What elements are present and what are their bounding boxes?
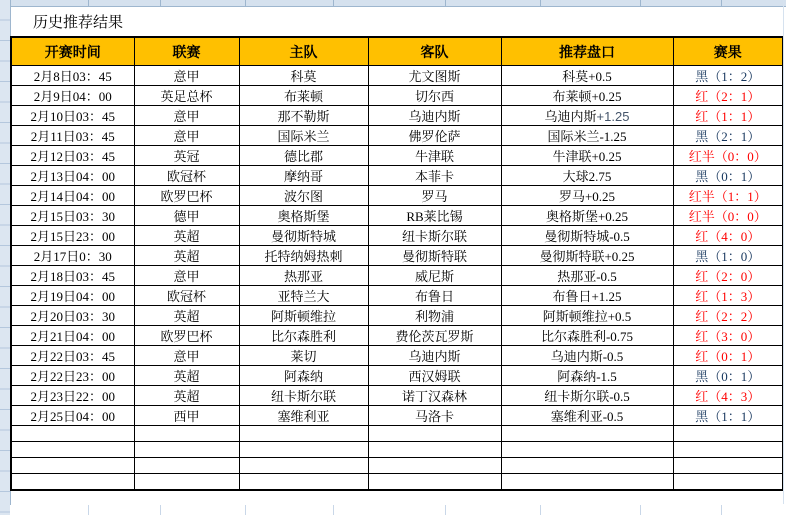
cell-result[interactable]: 红（0：1） bbox=[673, 346, 783, 366]
table-row bbox=[11, 166, 783, 186]
cell-away[interactable]: 本菲卡 bbox=[368, 166, 501, 186]
column-header-start-time[interactable]: 开赛时间 bbox=[11, 37, 134, 66]
cell-league[interactable]: 意甲 bbox=[134, 266, 239, 286]
cell-home[interactable]: 热那亚 bbox=[239, 266, 368, 286]
column-header-league[interactable]: 联赛 bbox=[134, 37, 239, 66]
sheet-gridline-vertical bbox=[245, 0, 246, 6]
table-row bbox=[11, 226, 783, 246]
cell-league[interactable]: 英超 bbox=[134, 226, 239, 246]
cell-empty[interactable] bbox=[134, 458, 239, 474]
sheet-gridline-vertical bbox=[445, 505, 446, 515]
cell-time[interactable]: 2月21日04：00 bbox=[11, 326, 134, 346]
cell-empty[interactable] bbox=[368, 474, 501, 491]
results-table-header bbox=[11, 37, 783, 66]
cell-away[interactable]: 纽卡斯尔联 bbox=[368, 226, 501, 246]
handicap-accent: +1.25 bbox=[596, 109, 630, 124]
cell-result[interactable]: 红（1：1） bbox=[673, 106, 783, 126]
sheet-gridline-vertical bbox=[160, 0, 161, 6]
cell-result[interactable]: 黑（1：0） bbox=[673, 246, 783, 266]
cell-handicap[interactable]: 牛津联+0.25 bbox=[501, 146, 673, 166]
sheet-gridline-vertical bbox=[88, 0, 89, 6]
cell-empty[interactable] bbox=[11, 426, 134, 442]
cell-away[interactable]: 尤文图斯 bbox=[368, 66, 501, 86]
cell-time[interactable]: 2月20日03：30 bbox=[11, 306, 134, 326]
cell-empty[interactable] bbox=[239, 474, 368, 491]
cell-away[interactable]: 诺丁汉森林 bbox=[368, 386, 501, 406]
cell-away[interactable]: 曼彻斯特联 bbox=[368, 246, 501, 266]
cell-handicap[interactable]: 曼彻斯特联+0.25 bbox=[501, 246, 673, 266]
cell-empty[interactable] bbox=[673, 458, 783, 474]
table-row bbox=[11, 406, 783, 426]
table-row bbox=[11, 326, 783, 346]
cell-home[interactable]: 波尔图 bbox=[239, 186, 368, 206]
table-row-empty bbox=[11, 474, 783, 491]
table-row bbox=[11, 86, 783, 106]
cell-result[interactable]: 红（2：1） bbox=[673, 86, 783, 106]
sheet-gridline-vertical bbox=[721, 505, 722, 515]
cell-league[interactable]: 德甲 bbox=[134, 206, 239, 226]
cell-time[interactable]: 2月15日03：30 bbox=[11, 206, 134, 226]
cell-time[interactable]: 2月17日0：30 bbox=[11, 246, 134, 266]
sheet-gridline-vertical bbox=[445, 0, 446, 6]
column-header-result[interactable]: 赛果 bbox=[673, 37, 783, 66]
cell-handicap[interactable]: 布莱顿+0.25 bbox=[501, 86, 673, 106]
cell-away[interactable]: 费伦茨瓦罗斯 bbox=[368, 326, 501, 346]
cell-handicap[interactable]: 比尔森胜利-0.75 bbox=[501, 326, 673, 346]
cell-empty[interactable] bbox=[368, 426, 501, 442]
cell-handicap[interactable]: 阿斯顿维拉+0.5 bbox=[501, 306, 673, 326]
cell-empty[interactable] bbox=[368, 458, 501, 474]
cell-handicap[interactable]: 罗马+0.25 bbox=[501, 186, 673, 206]
cell-home[interactable]: 奥格斯堡 bbox=[239, 206, 368, 226]
cell-handicap[interactable]: 布鲁日+1.25 bbox=[501, 286, 673, 306]
cell-away[interactable]: 罗马 bbox=[368, 186, 501, 206]
table-row-empty bbox=[11, 442, 783, 458]
cell-empty[interactable] bbox=[673, 442, 783, 458]
cell-handicap[interactable]: 乌迪内斯+1.25 bbox=[501, 106, 673, 126]
cell-home[interactable]: 那不勒斯 bbox=[239, 106, 368, 126]
sheet-gridline-vertical bbox=[783, 0, 784, 504]
cell-result[interactable]: 黑（0：1） bbox=[673, 366, 783, 386]
cell-handicap[interactable]: 奥格斯堡+0.25 bbox=[501, 206, 673, 226]
cell-empty[interactable] bbox=[501, 442, 673, 458]
cell-empty[interactable] bbox=[673, 474, 783, 491]
sheet-area-below-table bbox=[10, 505, 786, 515]
cell-home[interactable]: 纽卡斯尔联 bbox=[239, 386, 368, 406]
cell-time[interactable]: 2月13日04：00 bbox=[11, 166, 134, 186]
cell-league[interactable]: 意甲 bbox=[134, 66, 239, 86]
cell-home[interactable]: 德比郡 bbox=[239, 146, 368, 166]
cell-empty[interactable] bbox=[11, 442, 134, 458]
cell-result[interactable]: 红半（1：1） bbox=[673, 186, 783, 206]
cell-league[interactable]: 欧冠杯 bbox=[134, 286, 239, 306]
cell-empty[interactable] bbox=[11, 458, 134, 474]
cell-result[interactable]: 红半（0：0） bbox=[673, 146, 783, 166]
cell-home[interactable]: 托特纳姆热刺 bbox=[239, 246, 368, 266]
cell-league[interactable]: 意甲 bbox=[134, 106, 239, 126]
cell-league[interactable]: 英足总杯 bbox=[134, 86, 239, 106]
column-header-home-team[interactable]: 主队 bbox=[239, 37, 368, 66]
sheet-title: 历史推荐结果 bbox=[33, 15, 124, 31]
cell-away[interactable]: 乌迪内斯 bbox=[368, 106, 501, 126]
cell-empty[interactable] bbox=[134, 442, 239, 458]
table-row bbox=[11, 286, 783, 306]
cell-empty[interactable] bbox=[501, 426, 673, 442]
cell-handicap[interactable]: 曼彻斯特城-0.5 bbox=[501, 226, 673, 246]
column-header-recommended-handicap[interactable]: 推荐盘口 bbox=[501, 37, 673, 66]
cell-league[interactable]: 西甲 bbox=[134, 406, 239, 426]
table-row bbox=[11, 306, 783, 326]
cell-result[interactable]: 红（2：0） bbox=[673, 266, 783, 286]
cell-empty[interactable] bbox=[239, 442, 368, 458]
cell-away[interactable]: 布鲁日 bbox=[368, 286, 501, 306]
cell-result[interactable]: 红（3：0） bbox=[673, 326, 783, 346]
cell-empty[interactable] bbox=[673, 426, 783, 442]
cell-time[interactable]: 2月25日04：00 bbox=[11, 406, 134, 426]
cell-home[interactable]: 科莫 bbox=[239, 66, 368, 86]
sheet-gridline-vertical bbox=[245, 505, 246, 515]
cell-league[interactable]: 英超 bbox=[134, 366, 239, 386]
cell-result[interactable]: 黑（0：1） bbox=[673, 166, 783, 186]
cell-time[interactable]: 2月22日03：45 bbox=[11, 346, 134, 366]
cell-home[interactable]: 国际米兰 bbox=[239, 126, 368, 146]
cell-away[interactable]: 马洛卡 bbox=[368, 406, 501, 426]
results-table bbox=[10, 36, 784, 491]
cell-handicap[interactable]: 乌迪内斯-0.5 bbox=[501, 346, 673, 366]
cell-empty[interactable] bbox=[134, 474, 239, 491]
cell-handicap[interactable]: 塞维利亚-0.5 bbox=[501, 406, 673, 426]
table-row bbox=[11, 186, 783, 206]
column-headers-strip[interactable] bbox=[10, 0, 786, 7]
cell-home[interactable]: 曼彻斯特城 bbox=[239, 226, 368, 246]
cell-result[interactable]: 红（4：3） bbox=[673, 386, 783, 406]
cell-home[interactable]: 比尔森胜利 bbox=[239, 326, 368, 346]
cell-away[interactable]: 利物浦 bbox=[368, 306, 501, 326]
cell-time[interactable]: 2月23日22：00 bbox=[11, 386, 134, 406]
cell-result[interactable]: 黑（1：2） bbox=[673, 66, 783, 86]
cell-time[interactable]: 2月12日03：45 bbox=[11, 146, 134, 166]
table-row bbox=[11, 106, 783, 126]
sheet-gridline-vertical bbox=[540, 505, 541, 515]
cell-empty[interactable] bbox=[134, 426, 239, 442]
cell-result[interactable]: 红（1：3） bbox=[673, 286, 783, 306]
cell-handicap[interactable]: 阿森纳-1.5 bbox=[501, 366, 673, 386]
sheet-gridline-vertical bbox=[640, 0, 641, 6]
cell-empty[interactable] bbox=[239, 458, 368, 474]
cell-time[interactable]: 2月18日03：45 bbox=[11, 266, 134, 286]
cell-home[interactable]: 阿森纳 bbox=[239, 366, 368, 386]
cell-away[interactable]: 佛罗伦萨 bbox=[368, 126, 501, 146]
cell-time[interactable]: 2月19日04：00 bbox=[11, 286, 134, 306]
table-row bbox=[11, 346, 783, 366]
cell-time[interactable]: 2月8日03：45 bbox=[11, 66, 134, 86]
cell-away[interactable]: 西汉姆联 bbox=[368, 366, 501, 386]
cell-away[interactable]: 威尼斯 bbox=[368, 266, 501, 286]
column-header-away-team[interactable]: 客队 bbox=[368, 37, 501, 66]
cell-home[interactable]: 摩纳哥 bbox=[239, 166, 368, 186]
table-row-empty bbox=[11, 458, 783, 474]
table-row bbox=[11, 386, 783, 406]
sheet-gridline-vertical bbox=[160, 505, 161, 515]
cell-league[interactable]: 英超 bbox=[134, 386, 239, 406]
cell-time[interactable]: 2月22日23：00 bbox=[11, 366, 134, 386]
cell-empty[interactable] bbox=[239, 426, 368, 442]
cell-empty[interactable] bbox=[501, 474, 673, 491]
table-row bbox=[11, 66, 783, 86]
cell-home[interactable]: 塞维利亚 bbox=[239, 406, 368, 426]
table-row bbox=[11, 246, 783, 266]
cell-result[interactable]: 红（4：0） bbox=[673, 226, 783, 246]
cell-time[interactable]: 2月11日03：45 bbox=[11, 126, 134, 146]
sheet-gridline-vertical bbox=[88, 505, 89, 515]
cell-handicap[interactable]: 纽卡斯尔联-0.5 bbox=[501, 386, 673, 406]
cell-result[interactable]: 红半（0：0） bbox=[673, 206, 783, 226]
cell-league[interactable]: 英超 bbox=[134, 246, 239, 266]
cell-time[interactable]: 2月15日23：00 bbox=[11, 226, 134, 246]
cell-empty[interactable] bbox=[368, 442, 501, 458]
cell-result[interactable]: 黑（2：1） bbox=[673, 126, 783, 146]
cell-time[interactable]: 2月9日04：00 bbox=[11, 86, 134, 106]
table-row-empty bbox=[11, 426, 783, 442]
sheet-gridline-vertical bbox=[640, 505, 641, 515]
cell-away[interactable]: RB莱比锡 bbox=[368, 206, 501, 226]
cell-handicap[interactable]: 热那亚-0.5 bbox=[501, 266, 673, 286]
cell-away[interactable]: 切尔西 bbox=[368, 86, 501, 106]
cell-league[interactable]: 欧罗巴杯 bbox=[134, 186, 239, 206]
cell-league[interactable]: 欧冠杯 bbox=[134, 166, 239, 186]
cell-empty[interactable] bbox=[501, 458, 673, 474]
cell-handicap[interactable]: 科莫+0.5 bbox=[501, 66, 673, 86]
sheet-gridline-vertical bbox=[333, 505, 334, 515]
cell-time[interactable]: 2月10日03：45 bbox=[11, 106, 134, 126]
cell-league[interactable]: 英冠 bbox=[134, 146, 239, 166]
cell-result[interactable]: 红（2：2） bbox=[673, 306, 783, 326]
cell-result[interactable]: 黑（1：1） bbox=[673, 406, 783, 426]
table-row bbox=[11, 266, 783, 286]
cell-empty[interactable] bbox=[11, 474, 134, 491]
cell-league[interactable]: 欧罗巴杯 bbox=[134, 326, 239, 346]
table-row bbox=[11, 366, 783, 386]
cell-time[interactable]: 2月14日04：00 bbox=[11, 186, 134, 206]
table-row bbox=[11, 146, 783, 166]
cell-home[interactable]: 阿斯顿维拉 bbox=[239, 306, 368, 326]
table-row bbox=[11, 126, 783, 146]
cell-league[interactable]: 意甲 bbox=[134, 126, 239, 146]
cell-handicap[interactable]: 大球2.75 bbox=[501, 166, 673, 186]
sheet-gridline-vertical bbox=[721, 0, 722, 6]
table-row bbox=[11, 206, 783, 226]
cell-home[interactable]: 亚特兰大 bbox=[239, 286, 368, 306]
cell-home[interactable]: 布莱顿 bbox=[239, 86, 368, 106]
cell-away[interactable]: 乌迪内斯 bbox=[368, 346, 501, 366]
sheet-gridline-vertical bbox=[333, 0, 334, 6]
cell-away[interactable]: 牛津联 bbox=[368, 146, 501, 166]
cell-league[interactable]: 意甲 bbox=[134, 346, 239, 366]
cell-league[interactable]: 英超 bbox=[134, 306, 239, 326]
cell-home[interactable]: 莱切 bbox=[239, 346, 368, 366]
sheet-gridline-vertical bbox=[540, 0, 541, 6]
cell-handicap[interactable]: 国际米兰-1.25 bbox=[501, 126, 673, 146]
